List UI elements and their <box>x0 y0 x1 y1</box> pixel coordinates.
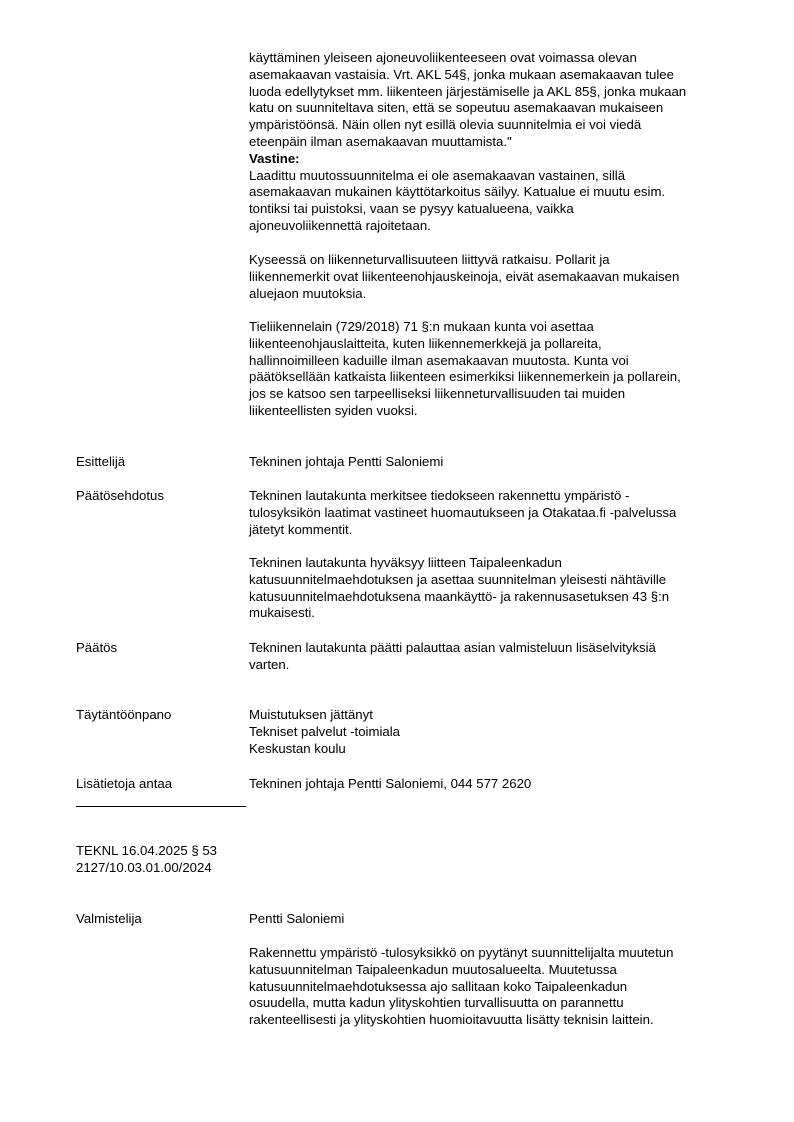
text-line: päätöksellään katkaista liikenteen esimerkiksi liikennemerkein ja pollarein, <box>249 369 681 385</box>
lisatietoja-label: Lisätietoja antaa <box>76 776 173 791</box>
paatos-label: Päätös <box>76 640 118 655</box>
text-line: Rakennettu ympäristö -tulosyksikkö on pyytänyt suunnittelijalta muutetun <box>249 945 674 960</box>
text-line: asemakaavan mukainen käyttötarkoitus säilyy. Katualue ei muutu esim. <box>249 184 666 200</box>
text-line: eteenpäin ilman asemakaavan muuttamista." <box>249 133 512 149</box>
section-divider <box>76 806 246 807</box>
text-line: ajoneuvoliikennettä rajoitetaan. <box>249 217 431 233</box>
text-line: Laadittu muutossuunnitelma ei ole asemakaavan vastainen, sillä <box>249 167 626 183</box>
text-line: Tieliikennelain (729/2018) 71 §:n mukaan kunta voi asettaa <box>249 319 594 334</box>
paatosehdotus-paragraph-2 <box>249 555 749 622</box>
taytantoonpano-list <box>249 707 749 757</box>
paatos-text <box>249 640 749 674</box>
list-item: Tekniset palvelut -toimiala <box>249 723 400 739</box>
text-line: luoda edellytykset mm. liikenteen järjestämiselle ja AKL 85§, jonka mukaan <box>249 83 687 99</box>
taytantoonpano-label: Täytäntöönpano <box>76 707 172 722</box>
text-line: varten. <box>249 656 290 672</box>
text-line: tontiksi tai puistoksi, vaan se pysyy katualueena, vaikka <box>249 201 574 217</box>
text-line: jätetyt kommentit. <box>249 521 353 537</box>
reference-line: TEKNL 16.04.2025 § 53 <box>76 843 218 858</box>
list-item: Muistutuksen jättänyt <box>249 707 373 722</box>
esittelija-label: Esittelijä <box>76 454 126 469</box>
text-line: jos se katsoo sen tarpeelliseksi liikenneturvallisuuden tai muiden <box>249 386 626 402</box>
text-line: Kyseessä on liikenneturvallisuuteen liittyvä ratkaisu. Pollarit ja <box>249 252 610 267</box>
paatosehdotus-paragraph-1 <box>249 488 749 538</box>
lisatietoja-value: Tekninen johtaja Pentti Saloniemi, 044 577 2620 <box>249 776 532 791</box>
text-line: Tekninen lautakunta hyväksyy liitteen Taipaleenkadun <box>249 555 562 570</box>
intro-paragraph-3 <box>249 319 749 420</box>
text-line: katusuunnitelman Taipaleenkadun muutosalueelta. Muutetussa <box>249 961 617 977</box>
text-line: asemakaavan vastaisia. Vrt. AKL 54§, jonka mukaan asemakaavan tulee <box>249 66 674 82</box>
text-line: tulosyksikön laatimat vastineet huomautukseen ja Otakataa.fi -palvelussa <box>249 504 677 520</box>
text-line: rakenteellisesti ja ylityskohtien huomioitavuutta lisätty teknisin laittein. <box>249 1012 654 1028</box>
text-line: Tekninen lautakunta merkitsee tiedokseen rakennettu ympäristö - <box>249 488 630 503</box>
text-line: aluejaon muutoksia. <box>249 285 367 301</box>
text-line: liikenteenohjauslaitteita, kuten liikennemerkkejä ja pollareita, <box>249 335 602 351</box>
intro-paragraph-2 <box>249 252 749 302</box>
vastine-heading: Vastine: <box>249 150 300 166</box>
paatosehdotus-label: Päätösehdotus <box>76 488 164 503</box>
text-line: katusuunnitelmaehdotuksessa ajo sallitaan koko Taipaleenkadun <box>249 978 628 994</box>
section2-body <box>249 945 749 1029</box>
text-line: käyttäminen yleiseen ajoneuvoliikenteeseen ovat voimassa olevan <box>249 50 637 65</box>
text-line: osuudella, mutta kadun ylityskohtien turvallisuutta on parannettu <box>249 995 624 1011</box>
meeting-reference <box>76 843 246 877</box>
text-line: liikenteellisten syiden vuoksi. <box>249 402 418 418</box>
text-line: katusuunnitelmaehdotuksena maankäyttö- ja rakennusasetuksen 43 §:n <box>249 588 670 604</box>
text-line: Tekninen lautakunta päätti palauttaa asian valmisteluun lisäselvityksiä <box>249 640 656 655</box>
intro-quote-text <box>249 50 749 235</box>
text-line: katu on suunniteltava siten, että se sopeutuu asemakaavan mukaiseen <box>249 100 664 116</box>
text-line: liikennemerkit ovat liikenteenohjauskeinoja, eivät asemakaavan mukaisen <box>249 268 680 284</box>
text-line: hallinnoimilleen kaduille ilman asemakaavan muutosta. Kunta voi <box>249 352 629 368</box>
reference-line: 2127/10.03.01.00/2024 <box>76 859 212 875</box>
text-line: ympäristöönsä. Näin ollen nyt esillä olevia suunnitelmia ei voi viedä <box>249 117 642 133</box>
text-line: katusuunnitelmaehdotuksen ja asettaa suunnitelman yleisesti nähtäville <box>249 571 667 587</box>
list-item: Keskustan koulu <box>249 740 346 756</box>
valmistelija-value: Pentti Saloniemi <box>249 911 345 926</box>
esittelija-value: Tekninen johtaja Pentti Saloniemi <box>249 454 444 469</box>
valmistelija-label: Valmistelija <box>76 911 142 926</box>
text-line: mukaisesti. <box>249 605 315 621</box>
